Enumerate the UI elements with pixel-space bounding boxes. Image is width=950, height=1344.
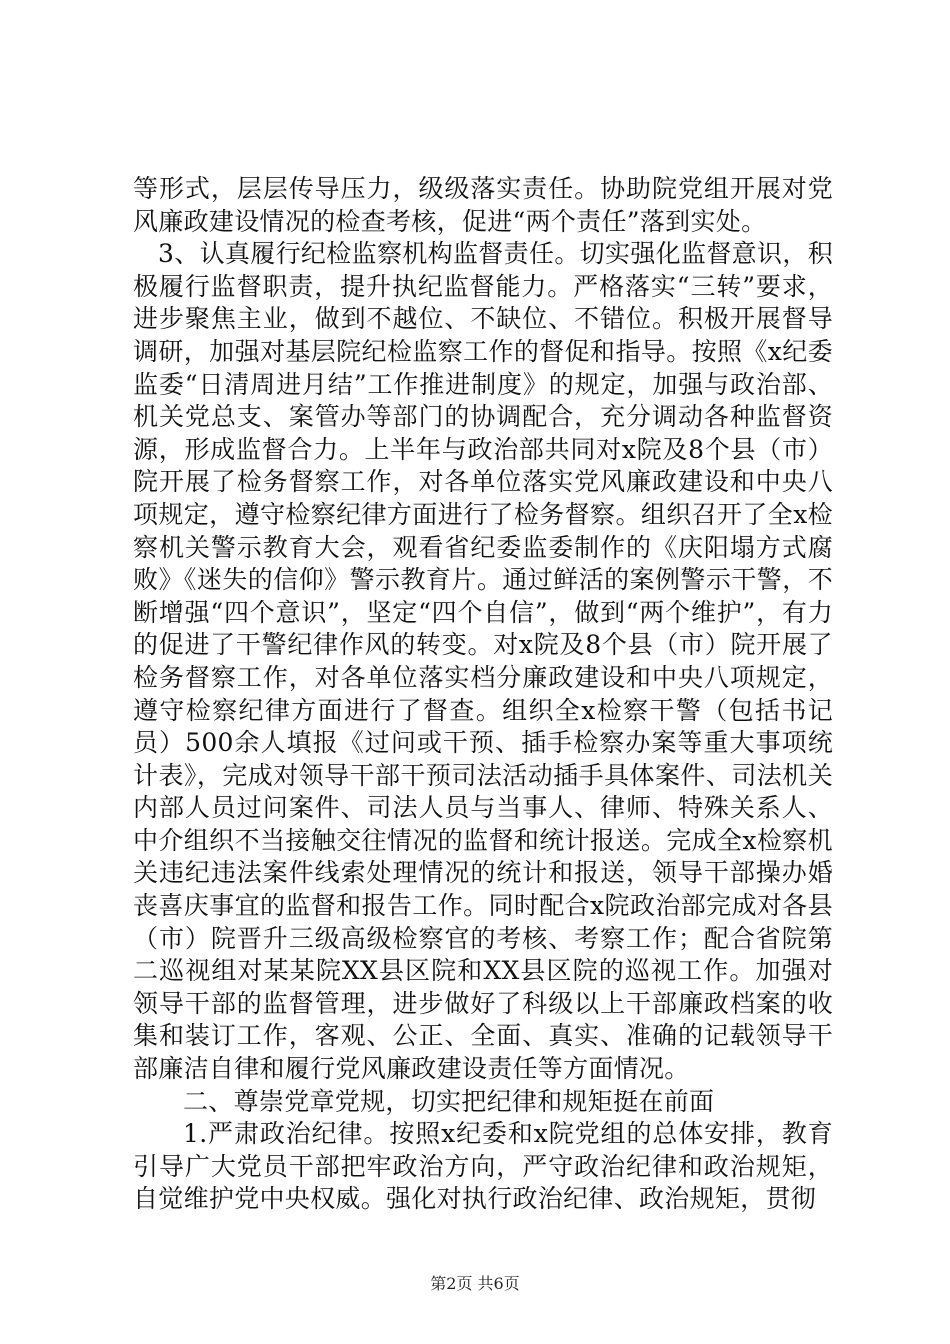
paragraph-item-3: 3、认真履行纪检监察机构监督责任。切实强化监督意识，积极履行监督职责，提升执纪监督能力。严格落实“三转”要求，进步聚焦主业，做到不越位、不缺位、不错位。积极开展督导调研，加强对基层院纪检监察工作的督促和指导。按照《x纪委监委“日清周进月结”工作推进制度》的规定，加强与政治部、机关党总支、案管办等部门的协调配合，充分调动各种监督资源，形成监督合力。上半年与政治部共同对x院及8个县（市）院开展了检务督察工作，对各单位落实党风廉政建设和中央八项规定，遵守检察纪律方面进行了检务督察。组织召开了全x检察机关警示教育大会，观看省纪委监委制作的《庆阳塌方式腐败》《迷失的信仰》警示教育片。通过鲜活的案例警示干警，不断增强“四个意识”，坚定“四个自信”，做到“两个维护”，有力的促进了干警纪律作风的转变。对x院及8个县（市）院开展了检务督察工作，对各单位落实档分廉政建设和中央八项规定，遵守检察纪律方面进行了督查。组织全x检察干警（包括书记员）500余人填报《过问或干预、插手检察办案等重大事项统计表》，完成对领导干部干预司法活动插手具体案件、司法机关内部人员过问案件、司法人员与当事人、律师、特殊关系人、中介组织不当接触交往情况的监督和统计报送。完成全x检察机关违纪违法案件线索处理情况的统计和报送，领导干部操办婚丧喜庆事宜的监督和报告工作。同时配合x院政治部完成对各县（市）院晋升三级高级检察官的考核、考察工作；配合省院第二巡视组对某某院XX县区院和XX县区院的巡视工作。加强对领导干部的监督管理，进步做好了科级以上干部廉政档案的收集和装订工作，客观、公正、全面、真实、准确的记载领导干部廉洁自律和履行党风廉政建设责任等方面情况。 [133,239,833,1084]
paragraph-continuation: 等形式，层层传导压力，级级落实责任。协助院党组开展对党风廉政建设情况的检查考核，促进“两个责任”落到实处。 [133,174,833,236]
page-number-footer: 第2页 共6页 [430,1274,520,1293]
paragraph-item-1: 1.严肃政治纪律。按照x纪委和x院党组的总体安排，教育引导广大党员干部把牢政治方向，严守政治纪律和政治规矩，自觉维护党中央权威。强化对执行政治纪律、政治规矩，贯彻 [133,1119,833,1214]
section-heading-2: 二、尊崇党章党规，切实把纪律和规矩挺在前面 [183,1086,715,1116]
document-body [133,173,833,1216]
